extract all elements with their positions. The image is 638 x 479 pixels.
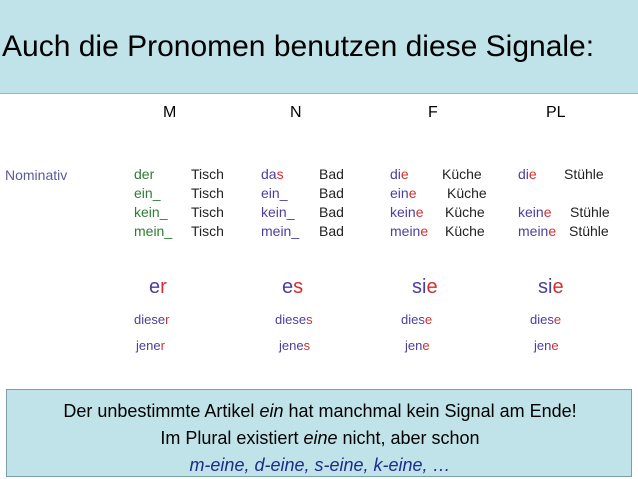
article-stem: ein: [134, 185, 153, 201]
article-stem: der: [134, 166, 155, 182]
article-ending: _: [152, 185, 161, 201]
noun: Stühle: [569, 223, 609, 239]
noun: Stühle: [570, 204, 610, 220]
article-ending: e: [400, 166, 409, 182]
article-stem: mein: [390, 223, 421, 239]
noun: Küche: [445, 204, 485, 220]
noun: Küche: [445, 223, 485, 239]
article-ending: e: [408, 185, 417, 201]
article-row: [261, 203, 344, 222]
article-ending: e: [543, 204, 552, 220]
article-row: [518, 184, 556, 203]
article-row: [390, 184, 487, 203]
article-stem: ein: [261, 185, 280, 201]
dieser-pl: diese: [530, 312, 562, 327]
articles-column-m: [134, 165, 224, 241]
article-ending: _: [159, 204, 168, 220]
article-ending: _: [164, 223, 173, 239]
article-stem: kein: [261, 204, 287, 220]
article-stem: kein: [390, 204, 416, 220]
noun: Bad: [319, 185, 344, 201]
noun: Stühle: [564, 166, 604, 182]
article-stem: di: [518, 166, 529, 182]
column-header-pl: PL: [546, 104, 566, 121]
article-row: [134, 165, 224, 184]
article-ending: _: [286, 204, 295, 220]
article-stem: mein: [134, 223, 165, 239]
column-header-m: M: [163, 104, 177, 121]
article-row: [518, 165, 604, 184]
dieser-m: dieser: [134, 312, 170, 327]
noun: Bad: [319, 223, 344, 239]
article-stem: di: [390, 166, 401, 182]
article-row: [390, 165, 482, 184]
jener-f: jene: [405, 338, 430, 353]
note-line-3: m-eine, d-eine, s-eine, k-eine, …: [189, 455, 451, 475]
noun: Tisch: [191, 166, 224, 182]
note-line-2: Im Plural existiert eine nicht, aber schon: [160, 428, 480, 448]
article-ending: e: [528, 166, 537, 182]
article-ending: e: [420, 223, 429, 239]
article-row: [390, 203, 485, 222]
article-row: [134, 184, 224, 203]
jener-m: jener: [136, 338, 165, 353]
case-label: Nominativ: [5, 167, 68, 183]
article-row: [518, 203, 610, 222]
article-ending: e: [415, 204, 424, 220]
article-ending: _: [279, 185, 288, 201]
article-row: [261, 165, 344, 184]
dieser-f: diese: [401, 312, 433, 327]
article-stem: mein: [518, 223, 549, 239]
article-stem: da: [261, 166, 277, 182]
article-row: [518, 222, 609, 241]
articles-column-pl: [518, 165, 610, 241]
pronoun-pl: sie: [538, 276, 564, 298]
column-header-n: N: [290, 104, 302, 121]
article-stem: ein: [390, 185, 409, 201]
noun: Tisch: [191, 185, 224, 201]
dieser-n: dieses: [275, 312, 313, 327]
article-row: [134, 222, 224, 241]
note-line-1: Der unbestimmte Artikel ein hat manchmal kein Signal am Ende!: [63, 401, 577, 421]
article-row: [390, 222, 485, 241]
noun: Küche: [442, 166, 482, 182]
note-box: [6, 389, 632, 477]
article-row: [261, 222, 344, 241]
pronoun-m: er: [149, 276, 167, 298]
articles-column-n: [261, 165, 344, 241]
pronoun-f: sie: [412, 276, 438, 298]
title-bar: [0, 0, 638, 94]
article-ending: _: [291, 223, 300, 239]
article-ending: e: [548, 223, 557, 239]
jener-pl: jene: [534, 338, 559, 353]
noun: Küche: [447, 185, 487, 201]
article-row: [134, 203, 224, 222]
noun: Tisch: [191, 204, 224, 220]
article-ending: s: [276, 166, 284, 182]
slide-title: Auch die Pronomen benutzen diese Signale:: [2, 30, 595, 63]
jener-n: jenes: [279, 338, 311, 353]
noun: Bad: [319, 166, 344, 182]
column-header-f: F: [428, 104, 438, 121]
noun: Tisch: [191, 223, 224, 239]
article-stem: kein: [518, 204, 544, 220]
article-row: [261, 184, 344, 203]
articles-column-f: [390, 165, 487, 241]
article-stem: kein: [134, 204, 160, 220]
article-stem: mein: [261, 223, 292, 239]
pronoun-n: es: [282, 276, 304, 298]
noun: Bad: [319, 204, 344, 220]
